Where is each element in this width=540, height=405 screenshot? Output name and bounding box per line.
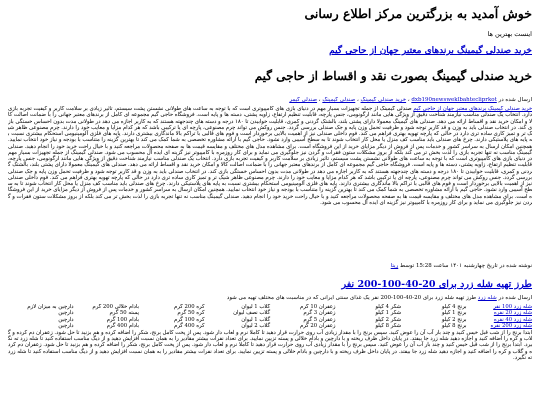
table-cell: کره 200 گرم xyxy=(174,304,205,310)
table-cell: دارچین xyxy=(58,310,74,317)
table-cell: بادام 100 گرم xyxy=(106,316,139,323)
site-title[interactable]: خوش آمدید به بزرگترین مرکز اطلاع رسانی xyxy=(304,6,532,21)
body-paragraph: صندلی گیمینگ از جمله تجهیزات بسیار مهم در دنیای بازی های کامپیوتری است که با توجه به ساعت های طولانی نشستن پشت سیستم، تاثیر زیادی بر سلامت کاربر و کیفیت تجربه بازی دارد. انتخاب یک صندلی مناسب نیازمند شناخت دقیق از ویژگی هایی مانند ارگونومی، جنس پارچه، قابلیت تنظیم ارتفاع، زاویه پشتی، دسته ها و پایه است. فروشگاه حاجی گیم مجموعه ای کامل از برندهای معتبر جهانی را با ضمانت اصالت کالا و امکان خرید نقد و اقساط ارائه می دهد. صندلی های گیمینگ معمولا دارای پشتی بلند، بالشتک گردنی و کمری، قابلیت خوابیدن تا ۱۸۰ درجه و دسته های چندجهته هستند که به کاربر اجازه می دهد در طولانی مدت بدون احساس خستگی بازی کند. در انتخاب صندلی باید به وزن و قد کاربر توجه شود و ظرفیت تحمل وزن پایه و جک صندلی بررسی گردد. جنس روکش می تواند چرم مصنوعی، پارچه ای یا ترکیبی باشد که هر کدام مزایا و معایب خود را دارند. چرم مصنوعی ظاهر شیک تر و تمیز کاری ساده تری دارد در حالی که پارچه تهویه بهتری فراهم می کند. فوم داخلی صندلی نیز از اهمیت بالایی برخوردار است و فوم های قالبی با تراکم بالا ماندگاری بیشتری دارند. پایه های فلزی آلومینیومی استحکام بیشتری نسبت به پایه های پلاستیکی دارند. چرخ های صندلی باید مناسب کف منزل یا محل کار انتخاب شوند تا به سطح آسیبی وارد نشود. حاجی گیم با ارائه مشاوره تخصصی به شما کمک می کند تا بهترین گزینه را متناسب با بودجه و نیاز خود انتخاب نمایید. همچنین امکان ارسال به سراسر کشور و خدمات پس از فروش از دیگر مزایای خرید از این فروشگاه است. برای مشاهده مدل های مختلف و مقایسه قیمت ها به صفحه محصولات مراجعه کنید و با خیال راحت خرید خود را انجام دهید. صندلی گیمینگ مناسب نه تنها تجربه بازی را لذت بخش تر می کند بلکه از بروز مشکلات ستون فقرات و گردن نیز جلوگیری می نماید و برای کار روزمره با کامپیوتر نیز گزینه ای ایده آل محسوب می شود. xyxy=(8,106,532,156)
meta-prefix: ارسال شده در xyxy=(498,97,532,103)
table-cell: برنج 8 کیلو xyxy=(441,323,467,330)
table-cell: شکر 4 کیلو xyxy=(375,304,401,310)
table-cell: شکر 1 کیلو xyxy=(375,310,401,317)
table-cell: برنج 2 کیلو xyxy=(441,316,467,323)
post-body xyxy=(8,106,532,266)
site-tagline: اینست بهترین ها xyxy=(487,30,532,38)
footer-text: نوشته شده در تاریخ چهارشنبه ۱۴۰۱ ساعت 15:28 توسط xyxy=(399,263,532,269)
post2-meta-prefix: ارسال شده در xyxy=(498,295,532,301)
post-footer xyxy=(8,263,532,269)
table-cell: پسته 50 گرم xyxy=(109,310,139,317)
instructions-text-repeat: ابتدا برنج را از شب قبل خیس کنید و چند بار آب آن را عوض کنید. سپس برنج را با مقدار زیادی آب روی حرارت قرار دهید تا کاملا نرم و لعاب دار شود. پس از پخت کامل برنج، شکر را اضافه کرده و هم بزنید تا حل شود. زعفران دم کرده و گلاب و کره را اضافه کنید و اجازه دهید شله زرد جا بیفتد. در پایان داخل ظرف ریخته و با دارچین و بادام خلالی و پسته تزیین نمایید. برای تعداد نفرات بیشتر مقادیر را به همان نسبت افزایش دهید و از دیگ مناسب استفاده کنید تا شله زرد ته نگیرد. xyxy=(8,342,532,362)
footer-author-link[interactable]: ریتا xyxy=(390,263,399,269)
table-cell: زعفران 10 گرم xyxy=(299,304,336,310)
table-cell: شکر 2 کیلو xyxy=(375,316,401,323)
meta-link-tag-3[interactable]: صندلی گیمینگ xyxy=(322,97,356,103)
table-cell: گلاب 2 لیوان xyxy=(241,323,270,330)
post2-meta-rest: طرز تهیه شله زرد برای 20-40-100-200 نفر یک غذای سنتی ایرانی که در مناسبت های مختلف تهیه می شود xyxy=(226,295,477,301)
table-cell: بادام خلالی 200 گرم xyxy=(92,304,139,310)
table-cell: زعفران 3 گرم xyxy=(303,310,336,317)
post-heading: خرید صندلی گیمینگ بصورت نقد و اقساط از حاجی گیم xyxy=(254,69,532,83)
table-cell[interactable]: شله زرد 20 نفره xyxy=(493,310,532,317)
table-cell: زعفران 20 گرم xyxy=(299,323,336,330)
table-cell: زعفران 5 گرم xyxy=(303,316,336,323)
table-cell: دارچین به میزان لازم xyxy=(27,304,74,310)
table-cell[interactable]: شله زرد 40 نفره xyxy=(493,316,532,323)
instructions-text: ابتدا برنج را از شب قبل خیس کنید و چند بار آب آن را عوض کنید. سپس برنج را با مقدار زیادی آب روی حرارت قرار دهید تا کاملا نرم و لعاب دار شود. پس از پخت کامل برنج، شکر را اضافه کرده و هم بزنید تا حل شود. زعفران دم کرده و گلاب و کره را اضافه کنید و اجازه دهید شله زرد جا بیفتد. در پایان داخل ظرف ریخته و با دارچین و بادام خلالی و پسته تزیین نمایید. برای تعداد نفرات بیشتر مقادیر را به همان نسبت افزایش دهید و از دیگ مناسب استفاده کنید تا شله زرد ته نگیرد. xyxy=(8,329,532,349)
table-cell: دارچین xyxy=(58,323,74,330)
post-title-link[interactable]: خرید صندلی گیمینگ برندهای معتبر جهان از حاجی گیم xyxy=(329,46,532,56)
table-cell: کره 400 گرم xyxy=(174,323,205,330)
table-cell: شکر 8 کیلو xyxy=(375,323,401,330)
recipe-instructions xyxy=(8,330,532,362)
table-cell: برنج 4 کیلو xyxy=(441,304,467,310)
table-cell: کره 100 گرم xyxy=(174,316,205,323)
table-cell: گلاب نصف لیوان xyxy=(233,310,270,317)
body-lead-link[interactable]: خرید صندلی گیمینگ برندهای معتبر جهان از حاجی گیم xyxy=(413,106,532,112)
table-cell[interactable]: شله زرد 200 نفره xyxy=(490,323,532,330)
table-cell: بادام 400 گرم xyxy=(106,323,139,330)
post2-meta xyxy=(8,295,532,301)
post2-title-link[interactable]: طرز تهیه شله زرد برای 20-40-100-200 نفر xyxy=(341,279,532,290)
meta-link-tag-1[interactable]: dxb190newsweklbahtecliprkot xyxy=(411,97,497,103)
recipe-table xyxy=(8,304,532,404)
table-cell: کره 50 گرم xyxy=(177,310,205,317)
post2-meta-link[interactable]: شله زرد xyxy=(477,295,497,301)
meta-link-tag-2[interactable]: خرید صندلی گیمینگ xyxy=(360,97,407,103)
body-paragraph-repeat: صندلی گیمینگ از جمله تجهیزات بسیار مهم در دنیای بازی های کامپیوتری است که با توجه به ساعت های طولانی نشستن پشت سیستم، تاثیر زیادی بر سلامت کاربر و کیفیت تجربه بازی دارد. انتخاب یک صندلی مناسب نیازمند شناخت دقیق از ویژگی هایی مانند ارگونومی، جنس پارچه، قابلیت تنظیم ارتفاع، زاویه پشتی، دسته ها و پایه است. فروشگاه حاجی گیم مجموعه ای کامل از برندهای معتبر جهانی را با ضمانت اصالت کالا و امکان خرید نقد و اقساط ارائه می دهد. صندلی های گیمینگ معمولا دارای پشتی بلند، بالشتک گردنی و کمری، قابلیت خوابیدن تا ۱۸۰ درجه و دسته های چندجهته هستند که به کاربر اجازه می دهد در طولانی مدت بدون احساس خستگی بازی کند. در انتخاب صندلی باید به وزن و قد کاربر توجه شود و ظرفیت تحمل وزن پایه و جک صندلی بررسی گردد. جنس روکش می تواند چرم مصنوعی، پارچه ای یا ترکیبی باشد که هر کدام مزایا و معایب خود را دارند. چرم مصنوعی ظاهر شیک تر و تمیز کاری ساده تری دارد در حالی که پارچه تهویه بهتری فراهم می کند. فوم داخلی صندلی نیز از اهمیت بالایی برخوردار است و فوم های قالبی با تراکم بالا ماندگاری بیشتری دارند. پایه های فلزی آلومینیومی استحکام بیشتری نسبت به پایه های پلاستیکی دارند. چرخ های صندلی باید مناسب کف منزل یا محل کار انتخاب شوند تا به سطح آسیبی وارد نشود. حاجی گیم با ارائه مشاوره تخصصی به شما کمک می کند تا بهترین گزینه را متناسب با بودجه و نیاز خود انتخاب نمایید. همچنین امکان ارسال به سراسر کشور و خدمات پس از فروش از دیگر مزایای خرید از این فروشگاه است. برای مشاهده مدل های مختلف و مقایسه قیمت ها به صفحه محصولات مراجعه کنید و با خیال راحت خرید خود را انجام دهید. صندلی گیمینگ مناسب نه تنها تجربه بازی را لذت بخش تر می کند بلکه از بروز مشکلات ستون فقرات و گردن نیز جلوگیری می نماید و برای کار روزمره با کامپیوتر نیز گزینه ای ایده آل محسوب می شود. xyxy=(8,149,532,206)
table-cell: گلاب 1 لیوان xyxy=(241,304,270,310)
table-cell: برنج 1 کیلو xyxy=(441,310,467,317)
table-cell: دارچین xyxy=(58,316,74,323)
post-meta: ارسال شده در dxb190newsweklbahtecliprkot ، خرید صندلی گیمینگ ، صندلی گیمینگ ، صندلی گیمر xyxy=(289,97,532,103)
meta-link-tag-4[interactable]: صندلی گیمر xyxy=(289,97,318,103)
table-cell: گلاب 1 لیوان xyxy=(241,316,270,323)
table-cell[interactable]: شله زرد 100 نفر xyxy=(493,304,532,310)
